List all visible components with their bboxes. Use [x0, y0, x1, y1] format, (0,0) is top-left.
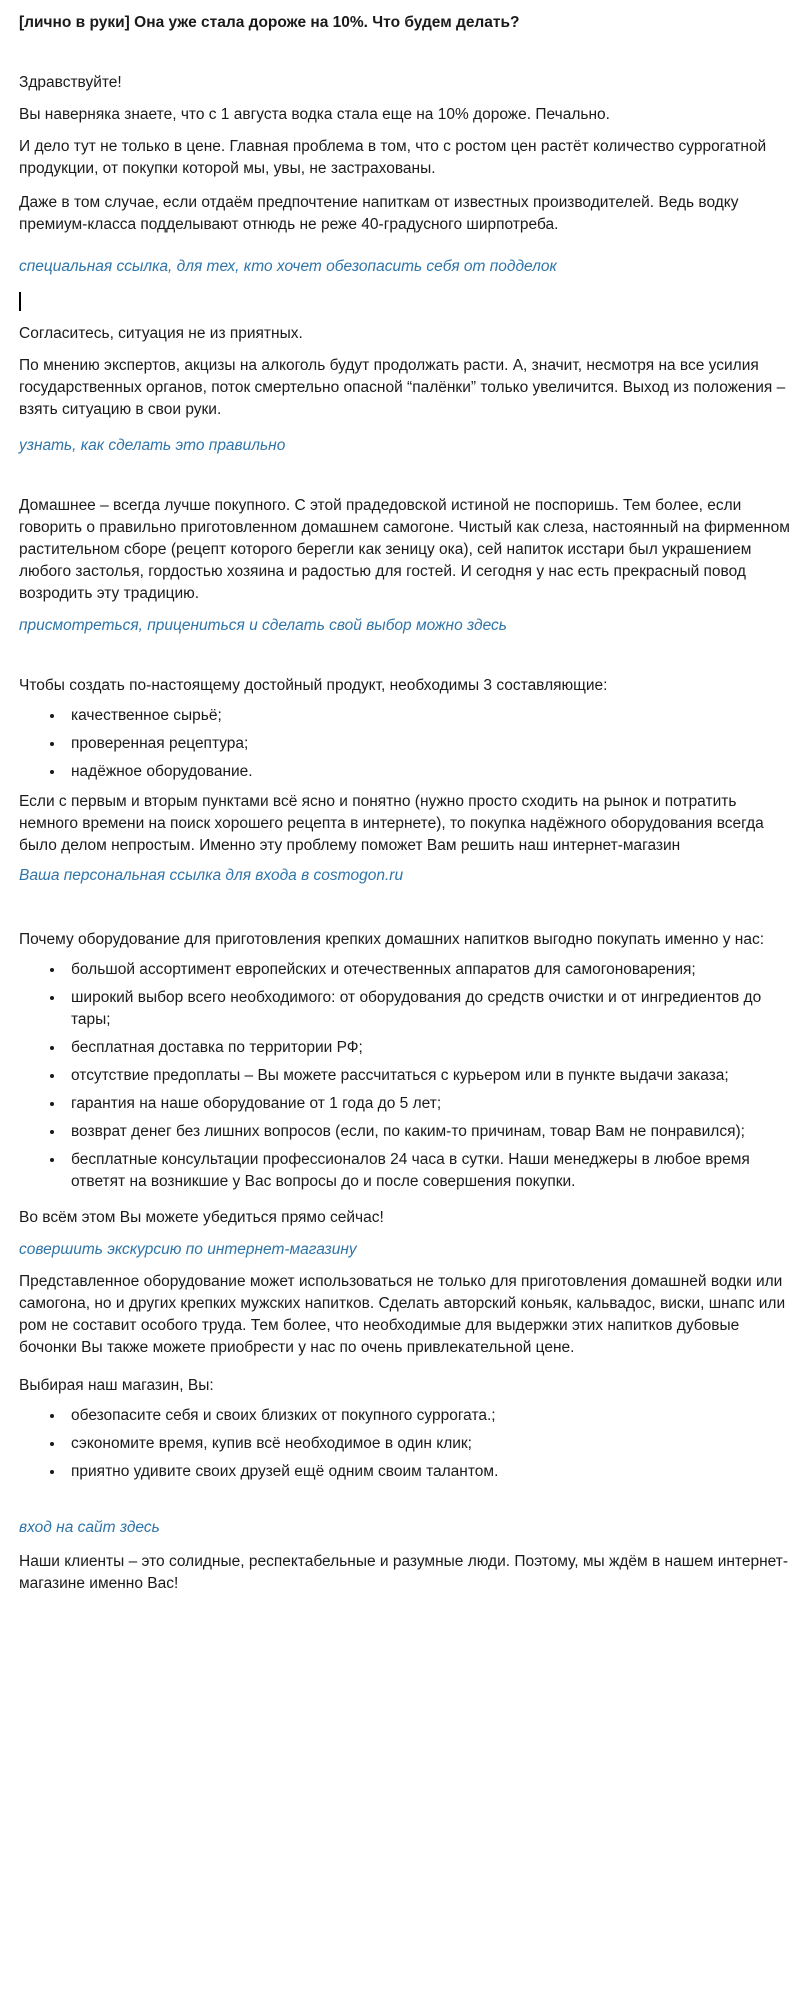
paragraph: И дело тут не только в цене. Главная проблема в том, что с ростом цен растёт количество суррогатной продукции, от покупки которой мы, увы, не застрахованы. — [19, 138, 767, 177]
components-list — [19, 705, 790, 783]
site-entry-link[interactable]: вход на сайт здесь — [19, 1519, 160, 1536]
howto-link[interactable]: узнать, как сделать это правильно — [19, 437, 286, 454]
tour-link[interactable]: совершить экскурсию по интернет-магазину — [19, 1241, 357, 1258]
paragraph: Домашнее – всегда лучше покупного. С этой прадедовской истиной не поспоришь. Тем более, если говорить о правильно приготовленном домашнем самогоне. Чистый как слеза, настоянный на фирменном растительном сборе (рецепт которого берегли как зеницу ока), сей напиток исстари был украшением любого застолья, гордостью хозяина и радостью для гостей. И сегодня у нас есть прекрасный повод возродить эту традицию. — [19, 497, 790, 602]
greeting-paragraph: Здравствуйте! — [19, 74, 122, 91]
paragraph: Даже в том случае, если отдаём предпочтение напиткам от известных производителей. Ведь водку премиум-класса подделывают отнюдь не реже 40-градусного ширпотреба. — [19, 194, 739, 233]
list-item: • большой ассортимент европейских и отечественных аппаратов для самогоноварения; — [65, 959, 790, 981]
email-subject: [лично в руки] Она уже стала дороже на 10%. Что будем делать? — [19, 14, 520, 31]
paragraph: Представленное оборудование может использоваться не только для приготовления домашней водки или самогона, но и других крепких мужских напитков. Сделать авторский коньяк, кальвадос, виски, шнапс или ром не составит особого труда. Тем более, что необходимые для выдержки этих напитков дубовые бочонки Вы также можете приобрести у нас по очень привлекательной цене. — [19, 1273, 786, 1356]
list-item: • отсутствие предоплаты – Вы можете рассчитаться с курьером или в пункте выдачи заказа; — [65, 1065, 790, 1087]
list-item: • бесплатные консультации профессионалов 24 часа в сутки. Наши менеджеры в любое время ответят на возникшие у Вас вопросы до и после совершения покупки. — [65, 1149, 790, 1193]
list-item: • качественное сырьё; — [65, 705, 790, 727]
list-item: • надёжное оборудование. — [65, 761, 790, 783]
choose-link[interactable]: присмотреться, прицениться и сделать свой выбор можно здесь — [19, 617, 507, 634]
paragraph: Вы наверняка знаете, что с 1 августа водка стала еще на 10% дороже. Печально. — [19, 106, 610, 123]
list-item: • бесплатная доставка по территории РФ; — [65, 1037, 790, 1059]
personal-entry-link[interactable]: Ваша персональная ссылка для входа в cosmogon.ru — [19, 867, 404, 884]
text-cursor — [19, 292, 21, 311]
paragraph: Если с первым и вторым пунктами всё ясно и понятно (нужно просто сходить на рынок и потратить немного времени на поиск хорошего рецепта в интернете), то покупка надёжного оборудования всегда было делом непростым. Именно эту проблему поможет Вам решить наш интернет-магазин — [19, 793, 764, 854]
paragraph: Согласитесь, ситуация не из приятных. — [19, 325, 303, 342]
safety-link[interactable]: специальная ссылка, для тех, кто хочет обезопасить себя от подделок — [19, 258, 557, 275]
paragraph: Почему оборудование для приготовления крепких домашних напитков выгодно покупать именно у нас: — [19, 931, 765, 948]
closing-paragraph: Наши клиенты – это солидные, респектабельные и разумные люди. Поэтому, мы ждём в нашем интернет-магазине именно Вас! — [19, 1553, 789, 1592]
advantages-list — [19, 1405, 790, 1483]
list-item: • проверенная рецептура; — [65, 733, 790, 755]
list-item: • сэкономите время, купив всё необходимое в один клик; — [65, 1433, 790, 1455]
list-item: • широкий выбор всего необходимого: от оборудования до средств очистки и от ингредиентов до тары; — [65, 987, 790, 1031]
list-item: • гарантия на наше оборудование от 1 года до 5 лет; — [65, 1093, 790, 1115]
paragraph: Во всём этом Вы можете убедиться прямо сейчас! — [19, 1209, 384, 1226]
paragraph: Чтобы создать по-настоящему достойный продукт, необходимы 3 составляющие: — [19, 677, 608, 694]
list-item: • приятно удивите своих друзей ещё одним своим талантом. — [65, 1461, 790, 1483]
list-item: • возврат денег без лишних вопросов (если, по каким-то причинам, товар Вам не понравился); — [65, 1121, 790, 1143]
paragraph: Выбирая наш магазин, Вы: — [19, 1377, 214, 1394]
benefits-list — [19, 959, 790, 1193]
paragraph: По мнению экспертов, акцизы на алкоголь будут продолжать расти. А, значит, несмотря на все усилия государственных органов, поток смертельно опасной “палёнки” только увеличится. Выход из положения – взять ситуацию в свои руки. — [19, 357, 786, 418]
list-item: • обезопасите себя и своих близких от покупного суррогата.; — [65, 1405, 790, 1427]
